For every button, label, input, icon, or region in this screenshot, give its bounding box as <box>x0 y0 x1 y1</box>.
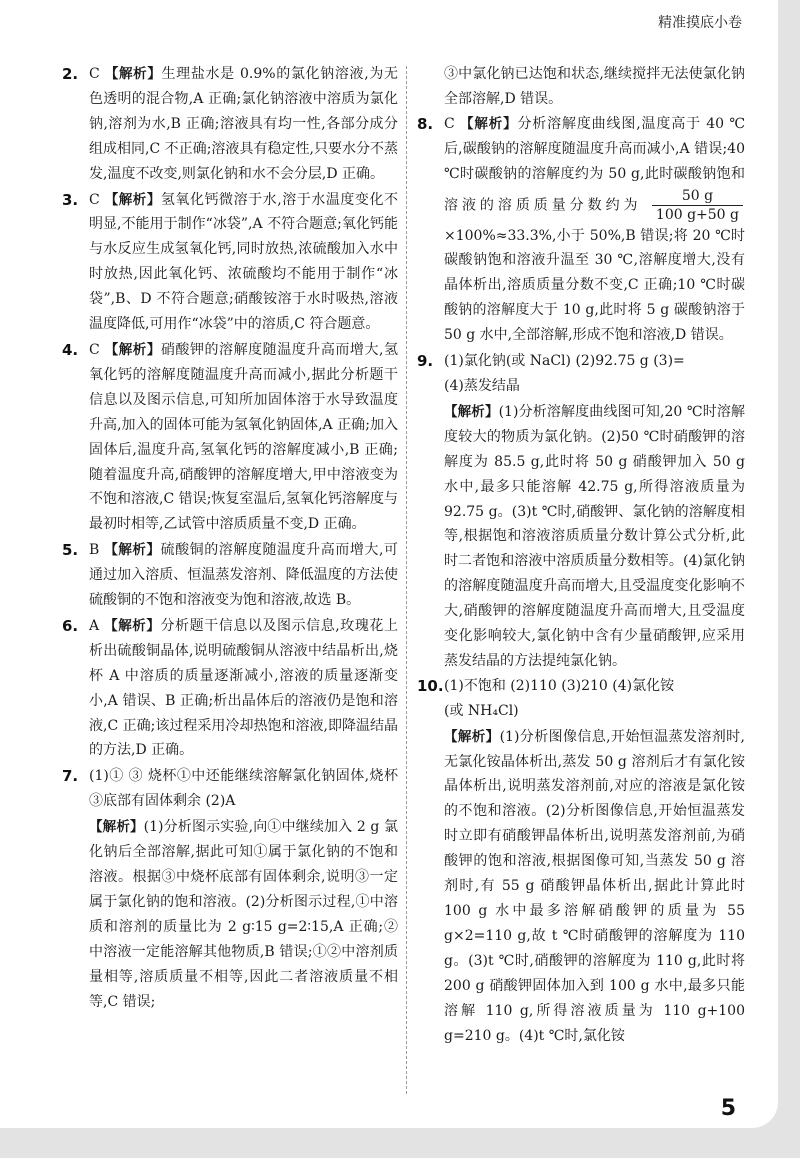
question-number: 9. <box>417 352 434 371</box>
analysis-text: 分析溶解度曲线图,温度高于 40 ℃后,碳酸钠的溶解度随温度升高而减小,A 错误;40 ℃时碳酸钠的溶解度约为 50 g,此时碳酸钠饱和溶液的溶质质量分数约为 <box>444 115 746 214</box>
answer-line-1: (1)不饱和 (2)110 (3)210 (4)氯化铵 <box>444 677 675 694</box>
analysis-label: 【解析】 <box>444 403 499 420</box>
analysis-text: 硫酸铜的溶解度随温度升高而增大,可通过加入溶质、恒温蒸发溶剂、降低温度的方法使硫酸铜的不饱和溶液变为饱和溶液,故选 B。 <box>89 542 398 609</box>
question-4 <box>62 338 398 537</box>
analysis-label: 【解析】 <box>104 542 161 559</box>
question-number: 6. <box>62 616 79 635</box>
question-8 <box>417 112 745 348</box>
question-number: 7. <box>62 767 79 786</box>
fraction <box>652 187 743 224</box>
answer-choice: C <box>89 66 100 82</box>
times-sign: × <box>444 227 456 244</box>
analysis-text: (1)分析图示实验,向①中继续加入 2 g 氯化钠后全部溶解,据此可知①属于氯化钠的不饱和溶液。根据③中烧杯底部有固体剩余,说明③一定属于氯化钠的饱和溶液。(2)分析图示过程,①中溶质和溶剂的质量比为 2 g∶15 g=2∶15,A 正确;②中溶液一定能溶解其他物质,B 错误;①②中溶剂质量相等,溶质质量不相等,因此二者溶液质量不相等,C 错误; <box>89 819 398 1010</box>
analysis-label: 【解析】 <box>104 191 161 208</box>
answer-line-2: (或 NH₄Cl) <box>444 702 519 719</box>
analysis-text: 生理盐水是 0.9%的氯化钠溶液,为无色透明的混合物,A 正确;氯化钠溶液中溶质为氯化钠,溶剂为水,B 正确;溶液具有均一性,各部分成分组成相同,C 不正确;溶液具有稳定性,只要水分不蒸发,温度不改变,则氯化钠和水不会分层,D 正确。 <box>89 66 399 182</box>
analysis-label: 【解析】 <box>104 617 161 634</box>
fraction-denominator: 100 g+50 g <box>655 206 739 223</box>
question-10-analysis <box>417 725 745 1049</box>
answer-line-1: (1)氯化钠(或 NaCl) (2)92.75 g (3)= <box>444 353 685 370</box>
question-9-analysis <box>417 400 745 674</box>
question-7 <box>62 764 398 814</box>
question-3 <box>62 188 398 337</box>
analysis-text: (1)分析溶解度曲线图可知,20 ℃时溶解度较大的物质为氯化钠。(2)50 ℃时硝酸钾的溶解度为 85.5 g,此时将 50 g 硝酸钾加入 50 g 水中,最多只能溶解 42.75 g,所得溶液质量为 92.75 g。(3)t ℃时,硝酸钾、氯化钠的溶解度相等,根据饱和溶液溶质质量分数计算公式分析,此时二者饱和溶液中溶质质量分数相等。(4)氯化钠的溶解度随温度升高而增大,且受温度变化影响不大,硝酸钾的溶解度随温度升高而增大,且受温度变化影响较大,氯化钠中含有少量硝酸钾,应采用蒸发结晶的方法提纯氯化钠。 <box>444 403 745 669</box>
answer-choice: C <box>89 341 100 358</box>
question-2 <box>62 62 398 187</box>
fraction-numerator: 50 g <box>652 187 743 206</box>
question-number: 8. <box>417 114 434 133</box>
question-10 <box>417 674 745 724</box>
question-number: 10. <box>417 676 444 695</box>
analysis-text: 硝酸钾的溶解度随温度升高而增大,氢氧化钙的溶解度随温度升高而减小,据此分析题干信息以及图示信息,可知所加固体溶于水导致温度升高,加入的固体可能为氢氧化钠固体,A 正确;加入固体后,温度升高,氢氧化钙的溶解度减小,B 正确;随着温度升高,硝酸钾的溶解度增大,甲中溶液变为不饱和溶液,C 错误;恢复室温后,氢氧化钙溶解度与最初时相等,乙试管中溶质质量不变,D 正确。 <box>89 341 399 533</box>
analysis-label: 【解析】 <box>104 341 161 358</box>
question-5 <box>62 538 398 613</box>
analysis-label: 【解析】 <box>89 819 144 836</box>
answer-choice: C <box>89 191 100 208</box>
question-number: 5. <box>62 541 79 560</box>
question-number: 3. <box>62 190 79 209</box>
question-9 <box>417 349 745 399</box>
column-divider <box>406 66 407 1094</box>
left-column <box>62 62 398 1014</box>
answer-text: (1)① ③ 烧杯①中还能继续溶解氯化钠固体,烧杯③底部有固体剩余 (2)A <box>89 768 398 810</box>
answer-choice: B <box>89 542 100 559</box>
question-6 <box>62 614 398 763</box>
question-number: 2. <box>62 65 79 83</box>
page-number: 5 <box>720 1096 736 1121</box>
page-header-title: 精准摸底小卷 <box>658 15 742 31</box>
question-7-analysis <box>62 815 398 1014</box>
analysis-label: 【解析】 <box>104 66 162 82</box>
analysis-label: 【解析】 <box>460 115 518 132</box>
answer-choice: C <box>444 115 455 132</box>
answer-choice: A <box>89 617 100 634</box>
analysis-text: 分析题干信息以及图示信息,玫瑰花上析出硫酸铜晶体,说明硫酸铜从溶液中结晶析出,烧杯 A 中溶质的质量逐渐减小,溶液的质量逐渐变小,A 错误、B 正确;析出晶体后的溶液仍是饱和溶液,C 正确;该过程采用冷却热饱和溶液,即降温结晶的方法,D 正确。 <box>89 617 399 759</box>
question-7-continued: ③中氯化钠已达饱和状态,继续搅拌无法使氯化钠全部溶解,D 错误。 <box>444 66 745 107</box>
analysis-text: (1)分析图像信息,开始恒温蒸发溶剂时,无氯化铵晶体析出,蒸发 50 g 溶剂后才有氯化铵晶体析出,说明蒸发溶剂前,对应的溶液是氯化铵的不饱和溶液。(2)分析图像信息,开始恒温蒸发时立即有硝酸钾晶体析出,说明蒸发溶剂前,为硝酸钾的饱和溶液,根据图像可知,当蒸发 50 g 溶剂时,有 55 g 硝酸钾晶体析出,据此计算此时 100 g 水中最多溶解硝酸钾的质量为 55 g×2=110 g,故 t ℃时硝酸钾的溶解度为 110 g。(3)t ℃时,硝酸钾的溶解度为 110 g,此时将 200 g 硝酸钾固体加入到 100 g 水中,最多只能溶解 110 g,所得溶液质量为 110 g+100 g=210 g。(4)t ℃时,氯化铵 <box>444 728 745 1044</box>
right-column <box>417 62 745 1048</box>
question-number: 4. <box>62 340 79 359</box>
analysis-text: 氢氧化钙微溶于水,溶于水温度变化不明显,不能用于制作“冰袋”,A 不符合题意;氧化钙能与水反应生成氢氧化钙,同时放热,浓硫酸加入水中时放热,因此氧化钙、浓硫酸均不能用于制作“冰袋”,B、D 不符合题意;硝酸铵溶于水时吸热,溶液温度降低,可用作“冰袋”中的溶质,C 符合题意。 <box>89 191 399 333</box>
analysis-label: 【解析】 <box>444 728 500 745</box>
analysis-text-continued: 100%≈33.3%,小于 50%,B 错误;将 20 ℃时碳酸钠饱和溶液升温至 30 ℃,溶解度增大,没有晶体析出,溶质质量分数不变,C 正确;10 ℃时碳酸钠的溶解度大于 10 g,此时将 5 g 碳酸钠溶于 50 g 水中,全部溶解,形成不饱和溶液,D 错误。 <box>444 227 745 344</box>
answer-line-2: (4)蒸发结晶 <box>444 377 520 394</box>
